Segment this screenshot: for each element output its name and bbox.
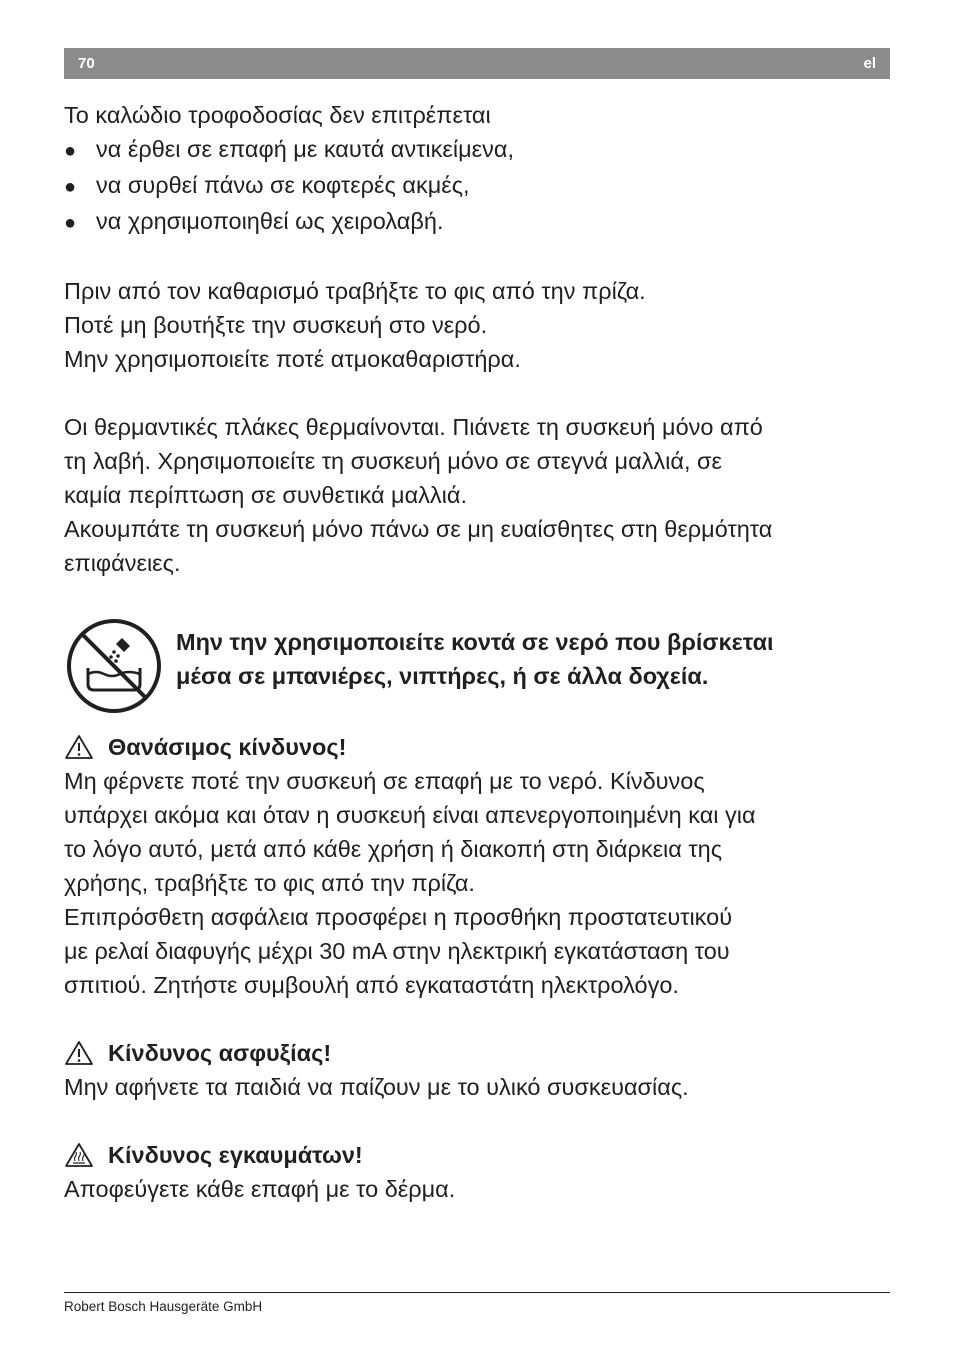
hot-surface-warning-icon [64, 1142, 94, 1168]
water-notice [64, 618, 894, 718]
warning-fatal [64, 730, 894, 1002]
footer-company: Robert Bosch Hausgeräte GmbH [64, 1299, 263, 1314]
text-line: μέσα σε μπανιέρες, νιπτήρες, ή σε άλλα δοχεία. [176, 663, 709, 689]
warning-title: Θανάσιμος κίνδυνος! [108, 734, 347, 760]
page-content [64, 98, 894, 1206]
page-header-bar [64, 48, 890, 79]
text-line: Πριν από τον καθαρισμό τραβήξτε το φις από την πρίζα. [64, 278, 646, 304]
text-line: χρήσης, τραβήξτε το φις από την πρίζα. [64, 870, 475, 896]
text-line: τη λαβή. Χρησιμοποιείτε τη συσκευή μόνο σε στεγνά μαλλιά, σε [64, 448, 723, 474]
text-line: με ρελαί διαφυγής μέχρι 30 mA στην ηλεκτρική εγκατάσταση του [64, 938, 730, 964]
bullet-item [64, 204, 894, 240]
text-line: Ακουμπάτε τη συσκευή μόνο πάνω σε μη ευαίσθητες στη θερμότητα [64, 516, 773, 542]
cord-intro: Το καλώδιο τροφοδοσίας δεν επιτρέπεται [64, 102, 491, 128]
text-line: Μην χρησιμοποιείτε ποτέ ατμοκαθαριστήρα. [64, 346, 521, 372]
text-line: Μην αφήνετε τα παιδιά να παίζουν με το υλικό συσκευασίας. [64, 1074, 689, 1100]
warning-triangle-icon [64, 1040, 94, 1066]
text-line: Αποφεύγετε κάθε επαφή με το δέρμα. [64, 1176, 456, 1202]
warning-heading [64, 730, 894, 764]
warning-suffocation [64, 1036, 894, 1104]
warning-heading [64, 1036, 894, 1070]
text-line: καμία περίπτωση σε συνθετικά μαλλιά. [64, 482, 468, 508]
text-line: το λόγο αυτό, μετά από κάθε χρήση ή διακοπή στη διάρκεια της [64, 836, 723, 862]
bullet-text: να έρθει σε επαφή με καυτά αντικείμενα, [96, 136, 514, 162]
text-line: Μη φέρνετε ποτέ την συσκευή σε επαφή με το νερό. Κίνδυνος [64, 768, 705, 794]
heating-section [64, 410, 894, 580]
bullet-text: να συρθεί πάνω σε κοφτερές ακμές, [96, 172, 470, 198]
footer-divider [64, 1292, 890, 1293]
bullet-item [64, 168, 894, 204]
warning-title: Κίνδυνος εγκαυμάτων! [108, 1142, 363, 1168]
language-code: el [863, 55, 876, 72]
bullet-item [64, 132, 894, 168]
cleaning-section [64, 274, 894, 376]
no-water-icon [66, 618, 162, 714]
text-line: Ποτέ μη βουτήξτε την συσκευή στο νερό. [64, 312, 488, 338]
warning-heading [64, 1138, 894, 1172]
bullet-icon: ● [64, 140, 77, 162]
text-line: Οι θερμαντικές πλάκες θερμαίνονται. Πιάνετε τη συσκευή μόνο από [64, 414, 763, 440]
text-line: επιφάνειες. [64, 550, 181, 576]
warning-burns [64, 1138, 894, 1206]
page-number: 70 [78, 55, 95, 72]
warning-triangle-icon [64, 734, 94, 760]
bullet-icon: ● [64, 212, 77, 234]
text-line: υπάρχει ακόμα και όταν η συσκευή είναι απενεργοποιημένη και για [64, 802, 756, 828]
text-line: σπιτιού. Ζητήστε συμβουλή από εγκαταστάτη ηλεκτρολόγο. [64, 972, 679, 998]
text-line: Μην την χρησιμοποιείτε κοντά σε νερό που βρίσκεται [176, 629, 774, 655]
bullet-icon: ● [64, 176, 77, 198]
warning-title: Κίνδυνος ασφυξίας! [108, 1040, 332, 1066]
cord-section [64, 98, 894, 240]
bullet-text: να χρησιμοποιηθεί ως χειρολαβή. [96, 208, 444, 234]
water-notice-text [176, 625, 896, 693]
text-line: Επιπρόσθετη ασφάλεια προσφέρει η προσθήκη προστατευτικού [64, 904, 733, 930]
